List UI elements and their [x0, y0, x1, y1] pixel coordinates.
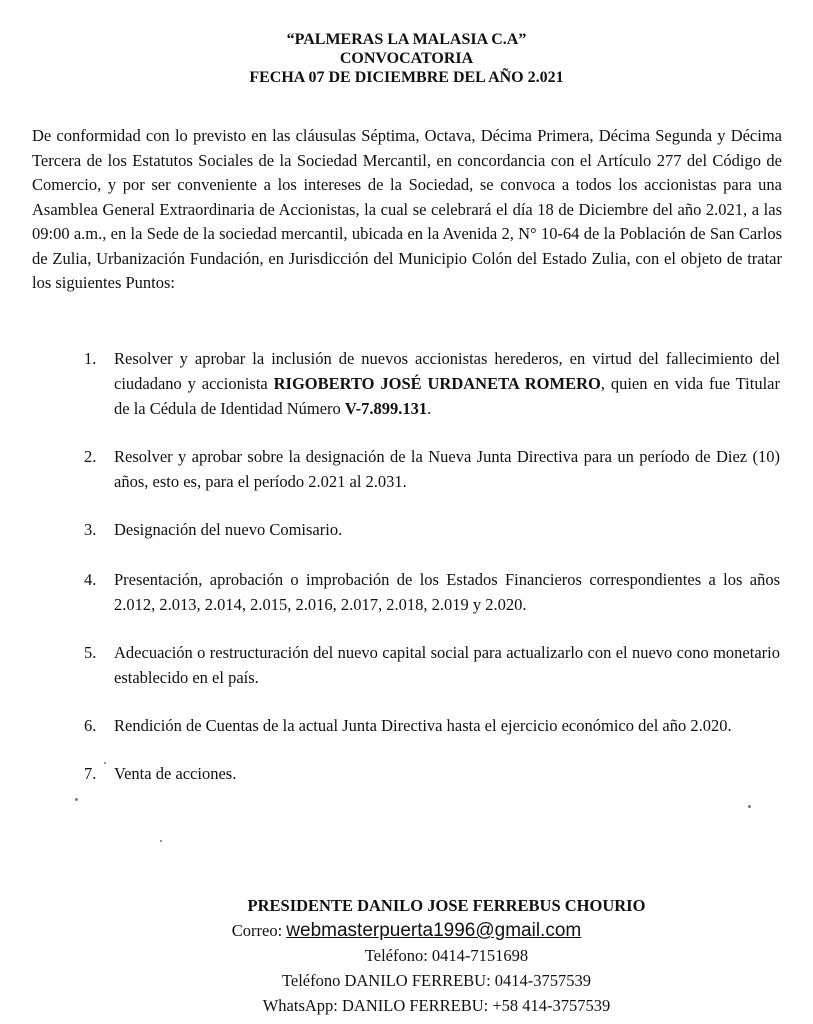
- intro-paragraph: De conformidad con lo previsto en las cláusulas Séptima, Octava, Décima Primera, Décima Segunda y Décima Tercera de los Estatutos Sociales de la Sociedad Mercantil, en concordancia con el Artículo 277 del Código de Comercio, y por ser conveniente a los intereses de la Sociedad, se convoca a todos los accionistas para una Asamblea General Extraordinaria de Accionistas, la cual se celebrará el día 18 de Diciembre del año 2.021, a las 09:00 a.m., en la Sede de la sociedad mercantil, ubicada en la Avenida 2, N° 10-64 de la Población de San Carlos de Zulia, Urbanización Fundación, en Jurisdicción del Municipio Colón del Estado Zulia, con el objeto de tratar los siguientes Puntos:: [32, 126, 782, 292]
- item-text: .: [427, 399, 432, 418]
- scan-speck: [160, 840, 162, 842]
- agenda-list: [84, 346, 780, 809]
- item-text: Rendición de Cuentas de la actual Junta Directiva hasta el ejercicio económico del año 2.020.: [114, 716, 732, 735]
- document-title: CONVOCATORIA: [339, 50, 474, 67]
- scan-speck: [75, 798, 78, 801]
- agenda-item-3: [84, 517, 780, 542]
- scan-speck: [748, 805, 751, 808]
- whatsapp-line: WhatsApp: DANILO FERREBU: +58 414-3757539: [262, 996, 611, 1015]
- scan-speck: [104, 762, 106, 764]
- phone-line: Teléfono: 0414-7151698: [364, 946, 529, 965]
- item-text: Resolver y aprobar la inclusión de nuevos accionistas herederos, en virtud del fallecimiento del ciudadano y accionista: [114, 349, 780, 393]
- company-name: “PALMERAS LA MALASIA C.A”: [286, 31, 527, 48]
- item-text: Venta de acciones.: [114, 764, 237, 783]
- item-number: 4.: [84, 570, 97, 589]
- agenda-item-5: [84, 640, 780, 690]
- email-label: Correo:: [231, 921, 287, 940]
- document-header: [0, 30, 813, 87]
- document-date: FECHA 07 DE DICIEMBRE DEL AÑO 2.021: [249, 69, 564, 86]
- signature-block: [0, 893, 813, 1018]
- item-number: 5.: [84, 643, 97, 662]
- item-number: 1.: [84, 349, 97, 368]
- item-text: Designación del nuevo Comisario.: [114, 520, 343, 539]
- item-number: 3.: [84, 520, 97, 539]
- president-name: PRESIDENTE DANILO JOSE FERREBUS CHOURIO: [247, 896, 646, 915]
- agenda-item-7: [84, 761, 780, 786]
- agenda-item-2: [84, 444, 780, 494]
- item-text: , quien en vida fue Titular de la Cédula de Identidad Número: [114, 374, 780, 418]
- agenda-item-1: [84, 346, 780, 421]
- item-text: Resolver y aprobar sobre la designación de la Nueva Junta Directiva para un período de Diez (10) años, esto es, para el período 2.021 al 2.031.: [114, 447, 780, 491]
- item-text: Presentación, aprobación o improbación de los Estados Financieros correspondientes a los años 2.012, 2.013, 2.014, 2.015, 2.016, 2.017, 2.018, 2.019 y 2.020.: [114, 570, 780, 614]
- item-number: 6.: [84, 716, 97, 735]
- item-number: 2.: [84, 447, 97, 466]
- shareholder-name: RIGOBERTO JOSÉ URDANETA ROMERO: [273, 374, 601, 393]
- phone-danilo-line: Teléfono DANILO FERREBU: 0414-3757539: [281, 971, 592, 990]
- email-row: [0, 918, 813, 943]
- id-number: V-7.899.131: [344, 399, 428, 418]
- item-number: 7.: [84, 764, 97, 783]
- email-link[interactable]: webmasterpuerta1996@gmail.com: [286, 920, 582, 941]
- item-text: Adecuación o restructuración del nuevo capital social para actualizarlo con el nuevo cono monetario establecido en el país.: [114, 643, 780, 687]
- agenda-item-4: [84, 567, 780, 617]
- agenda-item-6: [84, 713, 780, 738]
